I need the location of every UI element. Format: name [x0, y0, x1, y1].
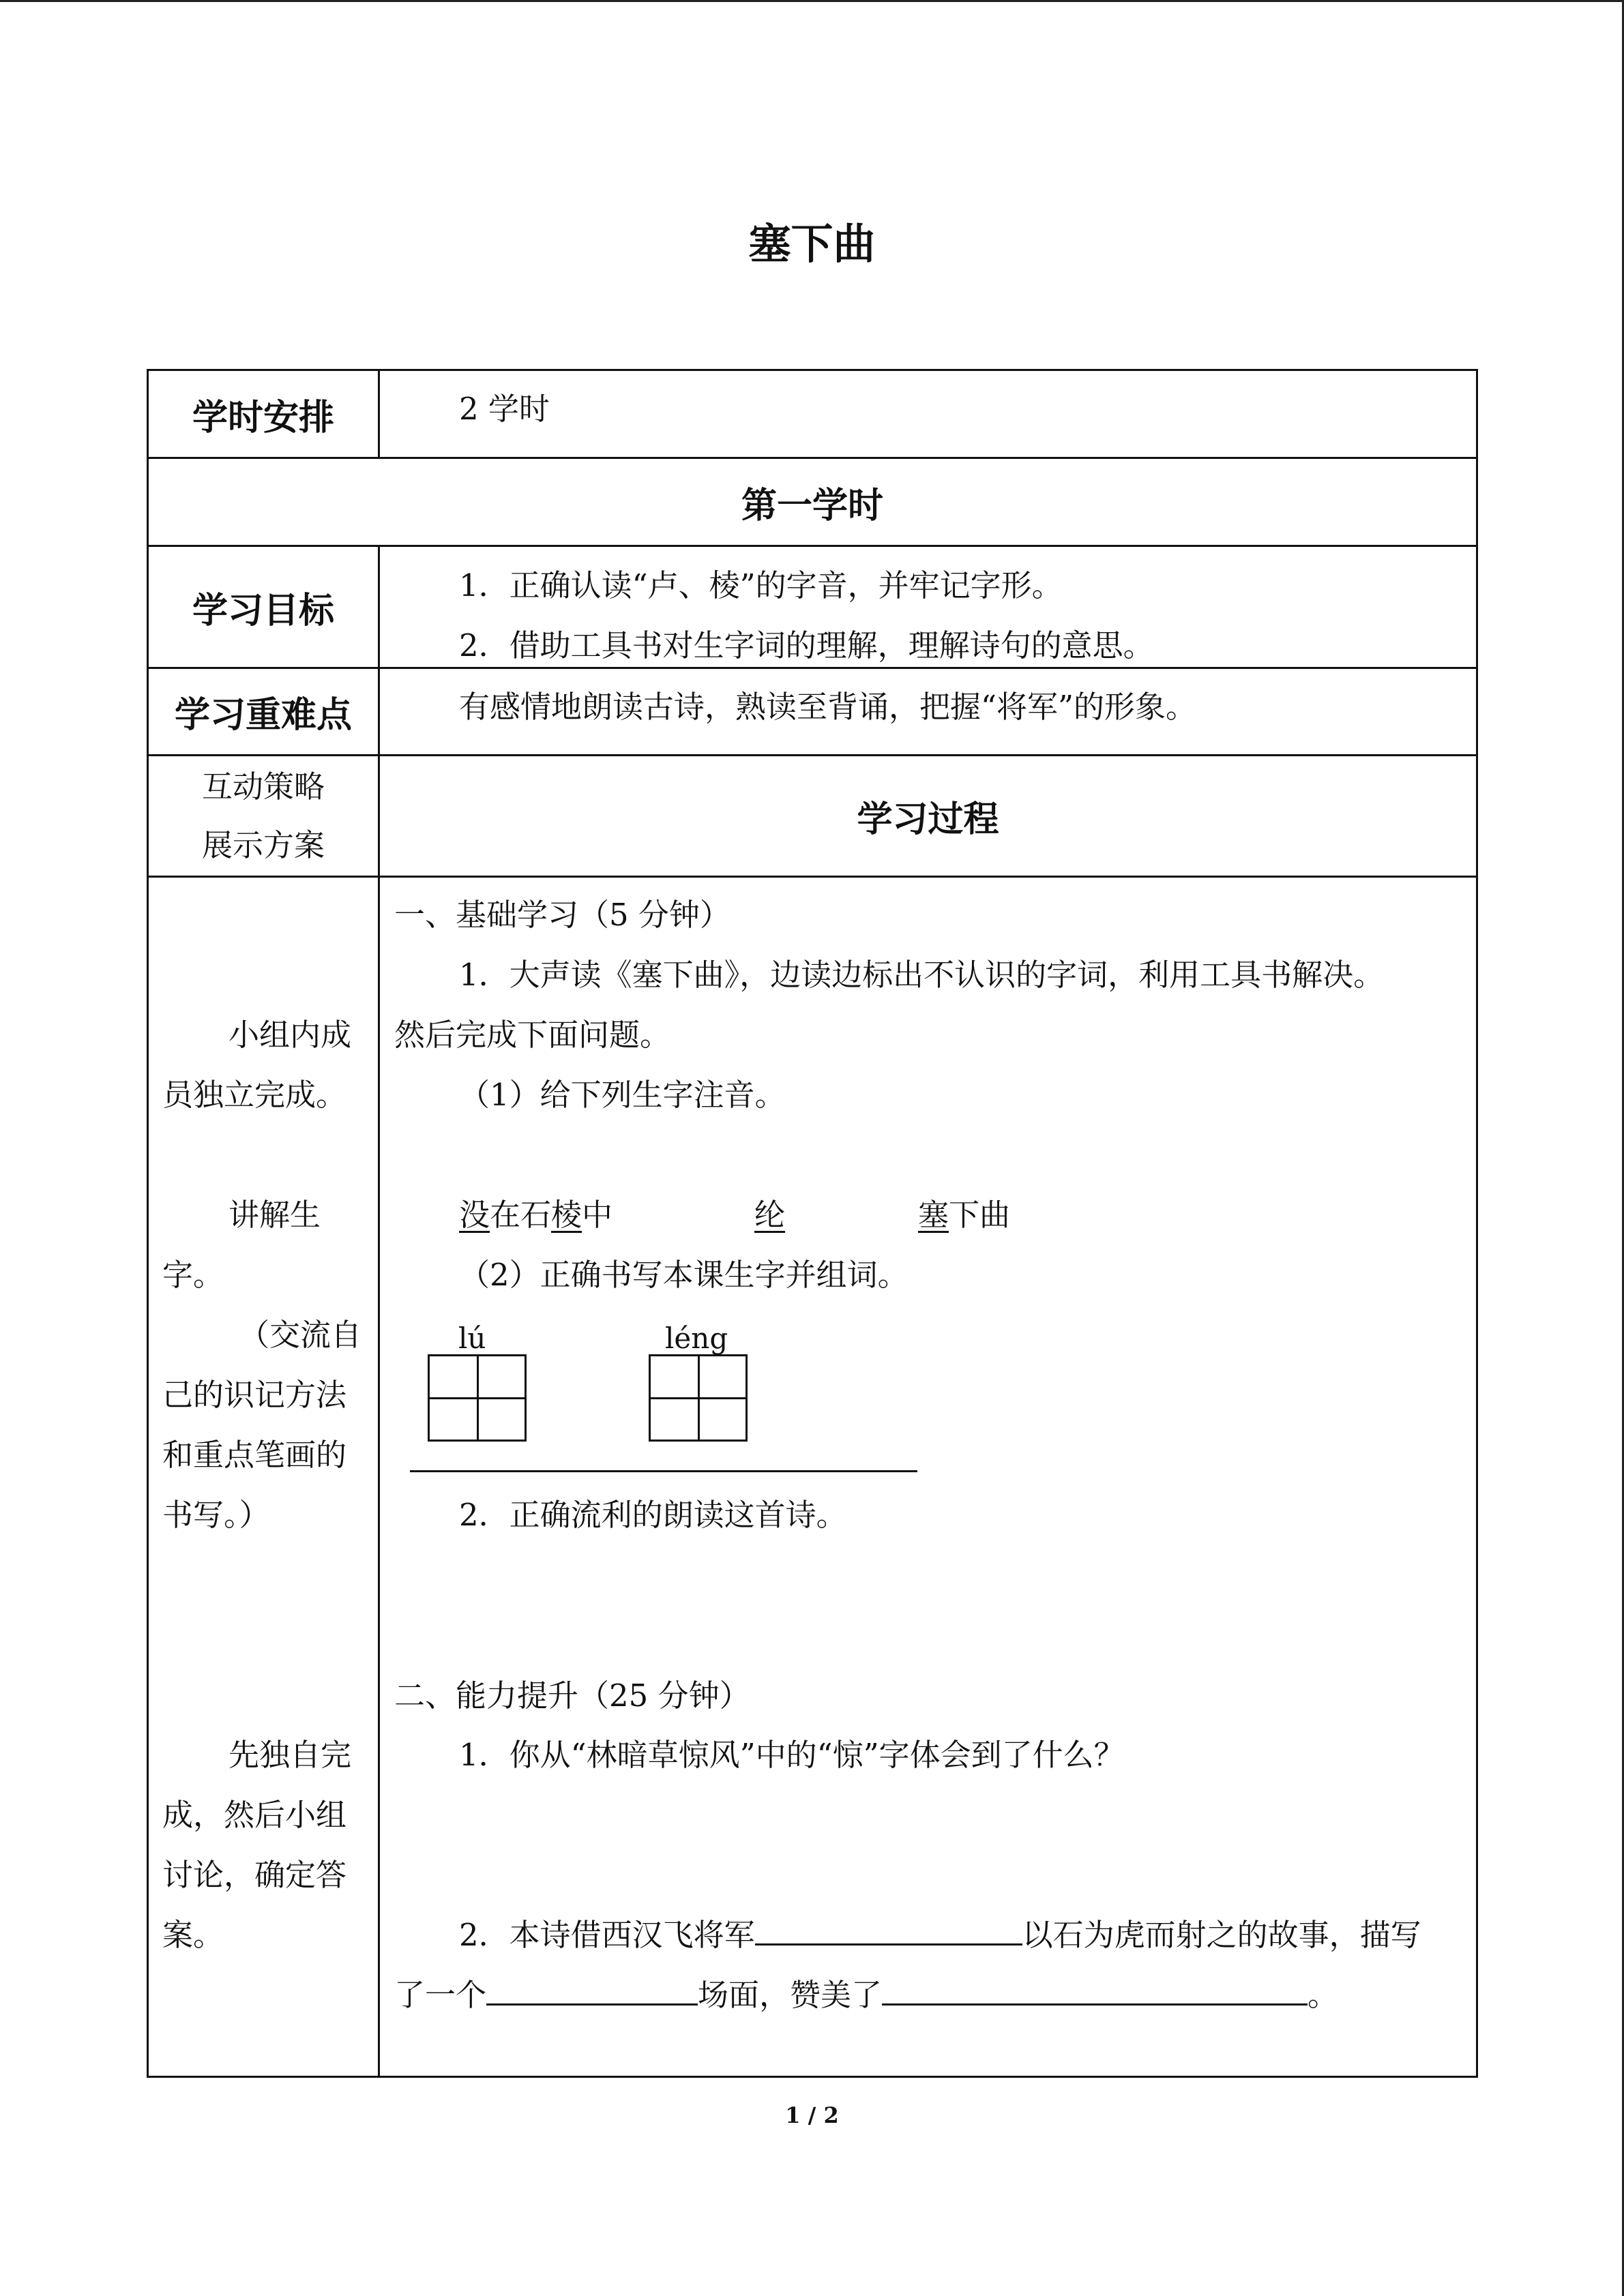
pinyin-word-1-mid: 在石 — [490, 1197, 552, 1233]
section-1-q1-line-1: 1．大声读《塞下曲》，边读边标出不认识的字词，利用工具书解决。 — [459, 957, 1385, 993]
page-title: 塞下曲 — [748, 219, 876, 269]
strategy-label: 互动策略 — [201, 768, 325, 805]
pinyin-char-mei: 没 — [459, 1197, 490, 1233]
process-header-left — [149, 756, 378, 876]
section-2-q1: 1．你从“林暗草惊风”中的“惊”字体会到了什么？ — [459, 1737, 1125, 1773]
goal-item-1: 1．正确认读“卢、棱”的字音，并牢记字形。 — [459, 567, 1063, 603]
note-3-line-1: （交流自 — [239, 1317, 362, 1353]
key-points-label: 学习重难点 — [174, 695, 352, 736]
fill-blank-general[interactable] — [755, 1908, 1022, 1945]
fill-blank-praise[interactable] — [882, 1968, 1308, 2006]
section-2-heading: 二、能力提升（25 分钟） — [394, 1678, 750, 1714]
writing-grid-leng[interactable] — [649, 1354, 748, 1442]
section-2-q2-line-2 — [394, 1965, 1338, 2025]
table-line-right — [1476, 369, 1478, 2078]
schedule-label: 学时安排 — [192, 397, 334, 438]
note-4-line-2: 成，然后小组 — [162, 1797, 347, 1833]
pinyin-word-3-end: 下曲 — [949, 1197, 1011, 1233]
section-2-q2-part-e: 。 — [1308, 1977, 1339, 2013]
pinyin-lu: lú — [458, 1322, 486, 1355]
display-plan-label: 展示方案 — [201, 826, 325, 863]
pinyin-word-1 — [459, 1185, 612, 1245]
section-1-sub-2: （2）正确书写本课生字并组词。 — [459, 1257, 909, 1293]
note-4-line-4: 案。 — [162, 1917, 224, 1953]
table-line-bottom — [147, 2076, 1478, 2078]
goal-item-2: 2．借助工具书对生字词的理解，理解诗句的意思。 — [459, 627, 1154, 664]
table-line-5 — [147, 876, 1478, 878]
schedule-value: 2 学时 — [459, 391, 550, 427]
table-line-mid-a — [378, 369, 380, 459]
note-2-line-1: 讲解生 — [228, 1197, 321, 1233]
pinyin-char-leng: 棱 — [551, 1197, 582, 1233]
note-1-line-2: 员独立完成。 — [162, 1077, 347, 1113]
note-4-line-1: 先独自完 — [228, 1737, 352, 1773]
session-label: 第一学时 — [741, 485, 883, 526]
note-3-line-4: 书写。） — [162, 1497, 270, 1533]
pinyin-leng: léng — [665, 1322, 728, 1355]
section-2-q2-part-b: 以石为虎而射之的故事，描写 — [1022, 1917, 1421, 1953]
process-header-title: 学习过程 — [857, 799, 999, 840]
section-1-q1-line-2: 然后完成下面问题。 — [394, 1017, 671, 1053]
word-answer-line[interactable] — [410, 1470, 917, 1472]
section-1-q2: 2．正确流利的朗读这首诗。 — [459, 1497, 847, 1533]
section-2-q2-part-a: 2．本诗借西汉飞将军 — [459, 1917, 755, 1953]
note-4-line-3: 讨论，确定答 — [162, 1857, 347, 1893]
pinyin-char-lun: 纶 — [754, 1197, 786, 1233]
note-2-line-2: 字。 — [162, 1257, 224, 1293]
note-3-line-2: 己的识记方法 — [162, 1377, 347, 1413]
note-1-line-1: 小组内成 — [228, 1017, 352, 1053]
note-3-line-3: 和重点笔画的 — [162, 1437, 347, 1473]
fill-blank-scene[interactable] — [486, 1968, 698, 2006]
section-1-sub-1: （1）给下列生字注音。 — [459, 1077, 786, 1113]
writing-grid-lu[interactable] — [428, 1354, 527, 1442]
goals-label: 学习目标 — [192, 590, 334, 631]
pinyin-char-sai: 塞 — [918, 1197, 949, 1233]
page-number: 1 / 2 — [785, 2102, 839, 2128]
section-1-heading: 一、基础学习（5 分钟） — [394, 897, 730, 933]
key-points-value: 有感情地朗读古诗，熟读至背诵，把握“将军”的形象。 — [459, 689, 1197, 725]
section-2-q2-line-1 — [459, 1905, 1421, 1965]
pinyin-word-1-end: 中 — [582, 1197, 613, 1233]
section-2-q2-part-c: 了一个 — [394, 1977, 487, 2013]
pinyin-word-3 — [918, 1185, 1010, 1245]
section-2-q2-part-d: 场面，赞美了 — [698, 1977, 883, 2013]
pinyin-word-2 — [754, 1185, 785, 1245]
